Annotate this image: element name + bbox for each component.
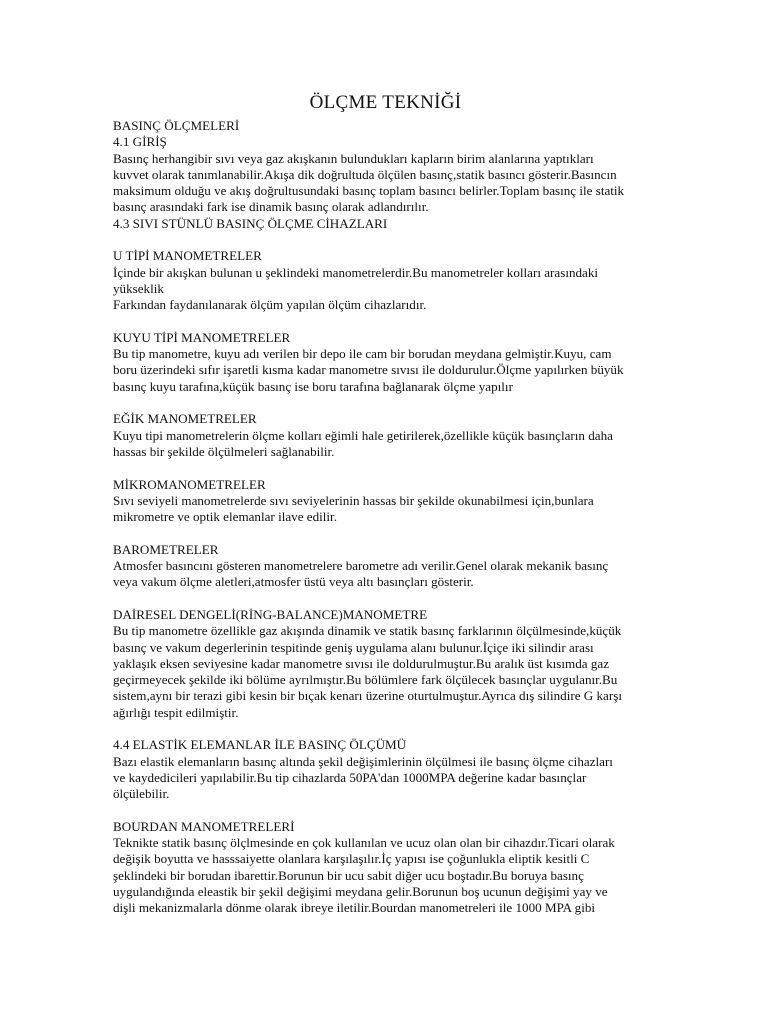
text-line: ölçülebilir. [113, 786, 170, 802]
text-line: Bu tip manometre özellikle gaz akışında dinamik ve statik basınç farklarının ölçülmesinde,küçük [113, 623, 622, 639]
text-line: yükseklik [113, 280, 164, 296]
text-line: basınç ve vakum degerlerinin tespitinde geniş uygulama alanı bulunur.İçiçe iki silindir arası [113, 639, 594, 655]
paragraph-spacer [113, 314, 658, 330]
text-line: 4.1 GİRİŞ [113, 134, 167, 150]
document-page [113, 92, 658, 917]
document-body [113, 118, 658, 917]
text-line: basınç arasındaki fark ise dinamik basınç olarak adlandırılır. [113, 199, 429, 215]
text-line: mikrometre ve optik elemanlar ilave edilir. [113, 509, 337, 525]
text-line: EĞİK MANOMETRELER [113, 411, 257, 427]
text-line: hassas bir şekilde ölçülmeleri sağlanabilir. [113, 443, 335, 459]
text-line: dişli mekanizmalarla dönme olarak ibreye iletilir.Bourdan manometreleri ile 1000 MPA gibi [113, 900, 596, 916]
text-line: geçirmeyecek şekilde iki bölüme ayrılmıştır.Bu bölümlere fark ölçülecek basınçlar uygulanır.Bu [113, 672, 618, 688]
paragraph-spacer [113, 591, 658, 607]
text-line: BASINÇ ÖLÇMELERİ [113, 118, 240, 133]
text-line: ağırlığı tespit edilmiştir. [113, 704, 239, 720]
text-line: Bazı elastik elemanların basınç altında şekil değişimlerinin ölçülmesi ile basınç ölçme cihazları [113, 753, 613, 769]
text-line: sistem,aynı bir terazi gibi kesin bir bıçak kenarı üzerine oturtulmuştur.Ayrıca dış silindire G karşı [113, 688, 622, 704]
text-line: basınç kuyu tarafına,küçük basınç ise boru tarafına bağlanarak ölçme yapılır [113, 378, 513, 394]
text-line: ve kaydedicileri yapılabilir.Bu tip cihazlarda 50PA'dan 1000MPA değerine kadar basınçlar [113, 769, 587, 785]
text-line: BAROMETRELER [113, 541, 219, 557]
text-line: veya vakum ölçme aletleri,atmosfer üstü veya altı basınçları gösterir. [113, 574, 474, 590]
text-line: DAİRESEL DENGELİ(RİNG-BALANCE)MANOMETRE [113, 606, 428, 622]
text-line: uygulandığında eleastik bir şekil değişimi meydana gelir.Borunun boş ucunun değişimi yay ve [113, 883, 608, 899]
text-line: U TİPİ MANOMETRELER [113, 248, 262, 264]
text-line: KUYU TİPİ MANOMETRELER [113, 329, 291, 345]
paragraph-spacer [113, 721, 658, 737]
text-line: MİKROMANOMETRELER [113, 476, 266, 492]
paragraph-spacer [113, 232, 658, 248]
text-line: Teknikte statik basınç ölçlmesinde en çok kullanılan ve ucuz olan olan bir cihazdır.Ticari olarak [113, 835, 615, 851]
text-line: Sıvı seviyeli manometrelerde sıvı seviyelerinin hassas bir şekilde okunabilmesi için,bunlara [113, 492, 594, 508]
text-line: İçinde bir akışkan bulunan u şeklindeki manometrelerdir.Bu manometreler kolları arasındaki [113, 264, 599, 280]
text-line: Basınç herhangibir sıvı veya gaz akışkanın bulundukları kapların birim alanlarına yaptıkları [113, 150, 594, 166]
text-line: BOURDAN MANOMETRELERİ [113, 818, 295, 834]
paragraph-spacer [113, 395, 658, 411]
text-line: Atmosfer basıncını gösteren manometrelere barometre adı verilir.Genel olarak mekanik basınç [113, 558, 609, 574]
paragraph-spacer [113, 525, 658, 541]
text-line: boru üzerindeki sıfır işaretli kısma kadar manometre sıvısı ile doldurulur.Ölçme yapılırken büyük [113, 362, 624, 378]
paragraph-spacer [113, 460, 658, 476]
text-line: Farkından faydanılanarak ölçüm yapılan ölçüm cihazlarıdır. [113, 297, 427, 313]
paragraph-spacer [113, 802, 658, 818]
text-line: Kuyu tipi manometrelerin ölçme kolları eğimli hale getirilerek,özellikle küçük basınçların daha [113, 427, 613, 443]
text-line: Bu tip manometre, kuyu adı verilen bir depo ile cam bir borudan meydana gelmiştir.Kuyu, cam [113, 346, 612, 362]
text-line: yaklaşık eksen seviyesine kadar manometre sıvısı ile doldurulmuştur.Bu aralık üst kısımda gaz [113, 655, 610, 671]
text-line: değişik boyutta ve hasssaiyette olanlara karşılaşılır.İç yapısı ise çoğunlukla eliptik kesitli C [113, 851, 590, 867]
text-line: şeklindeki bir borudan ibarettir.Borunun bir ucu sabit diğer ucu boştadır.Bu boruya basınç [113, 867, 584, 883]
text-line: maksimum olduğu ve akış doğrultusundaki basınç toplam basıncı belirler.Toplam basınç ile statik [113, 183, 625, 199]
document-title: ÖLÇME TEKNİĞİ [309, 92, 462, 113]
text-line: kuvvet olarak tanımlanabilir.Akışa dik doğrultuda ölçülen basınç,statik basıncı gösterir.Basıncın [113, 166, 617, 182]
text-line: 4.3 SIVI STÜNLÜ BASINÇ ÖLÇME CİHAZLARI [113, 215, 388, 231]
text-line: 4.4 ELASTİK ELEMANLAR İLE BASINÇ ÖLÇÜMÜ [113, 737, 407, 753]
